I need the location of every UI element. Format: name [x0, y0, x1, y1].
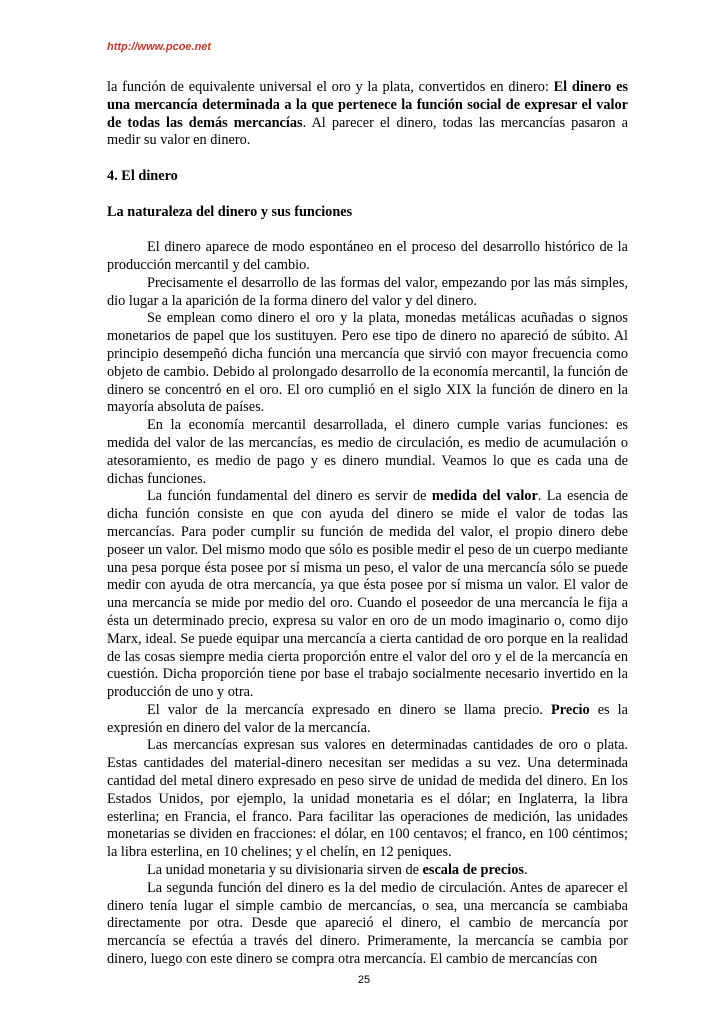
- paragraph-7: Las mercancías expresan sus valores en determinadas cantidades de oro o plata. Estas cantidades del material-dinero necesitan ser medidas a su vez. Una determinada cantidad del metal dinero expresado en peso sirve de unidad de medida del dinero. En los Estados Unidos, por ejemplo, la unidad monetaria es el dólar; en Inglaterra, la libra esterlina; en Francia, el franco. Para facilitar las operaciones de medición, las unidades monetarias se dividen en fracciones: el dólar, en 100 centavos; el franco, en 100 céntimos; la libra esterlina, en 10 chelines; y el chelín, en 12 peniques.: [107, 737, 628, 861]
- paragraph-9: La segunda función del dinero es la del medio de circulación. Antes de aparecer el dinero tenía lugar el simple cambio de mercancías, o sea, una mercancía se cambiaba directamente por otra. Desde que apareció el dinero, el cambio de mercancía por mercancía se efectúa a través del dinero. Primeramente, la mercancía se cambia por dinero, luego con este dinero se compra otra mercancía. El cambio de mercancías con: [107, 879, 628, 968]
- page-number: 25: [357, 974, 371, 986]
- intro-paragraph: [107, 79, 628, 150]
- header-url[interactable]: http://www.pcoe.net: [107, 41, 212, 53]
- paragraph-6: [107, 702, 628, 738]
- paragraph-5-bold: medida del valor: [431, 488, 538, 505]
- paragraph-5-text-c: . La esencia de dicha función consiste en que con ayuda del dinero se mide el valor de todas las mercancías. Para poder cumplir su función de medida del valor, el propio dinero debe poseer un valor. Del mismo modo que sólo es posible medir el peso de un cuerpo mediante una pesa porque ésta posee por sí misma un peso, el valor de una mercancía sólo se puede medir con ayuda de otra mercancía, ya que ésta posee por sí misma un valor. El valor de una mercancía se mide por medio del oro. Cuando el poseedor de una mercancía le fija a ésta un determinado precio, expresa su valor en oro de un modo imaginario o, como dijo Marx, ideal. Se puede equipar una mercancía a cierta cantidad de oro porque en la realidad de las cosas siempre media cierta proporción entre el valor del oro y el de la mercancía en cuestión. Dicha proporción tiene por base el trabajo socialmente necesario invertido en la producción de uno y otra.: [107, 488, 629, 701]
- paragraph-3: Se emplean como dinero el oro y la plata, monedas metálicas acuñadas o signos monetarios de papel que los sustituyen. Pero ese tipo de dinero no apareció de súbito. Al principio desempeñó dicha función una mercancía que sirvió con mayor frecuencia como objeto de cambio. Debido al prolongado desarrollo de la economía mercantil, la función de dinero se concentró en el oro. El oro cumplió en el siglo XIX la función de dinero en la mayoría absoluta de países.: [107, 310, 628, 416]
- paragraph-6-text-c: es la expresión en dinero del valor de la mercancía.: [107, 701, 628, 736]
- paragraph-6-text-a: El valor de la mercancía expresado en dinero se llama precio.: [147, 701, 552, 718]
- intro-bold-definition: El dinero es una mercancía determinada a la que pertenece la función social de expresar el valor de todas las demás mercancías: [107, 79, 628, 131]
- paragraph-4: En la economía mercantil desarrollada, el dinero cumple varias funciones: es medida del valor de las mercancías, es medio de circulación, es medio de acumulación o atesoramiento, es medio de pago y es dinero mundial. Veamos lo que es cada una de dichas funciones.: [107, 417, 628, 487]
- paragraph-8: [107, 862, 628, 880]
- section-heading: 4. El dinero: [107, 167, 178, 184]
- paragraph-5-text-a: La función fundamental del dinero es servir de: [147, 488, 432, 505]
- paragraph-2: Precisamente el desarrollo de las formas del valor, empezando por las más simples, dio lugar a la aparición de la forma dinero del valor y del dinero.: [107, 274, 628, 309]
- paragraph-8-bold: escala de precios: [422, 862, 524, 879]
- intro-text-2: . Al parecer el dinero, todas las mercancías pasaron a medir su valor en dinero.: [107, 114, 628, 149]
- intro-text-1: la función de equivalente universal el oro y la plata, convertidos en dinero:: [107, 79, 554, 95]
- paragraph-8-text-c: .: [523, 862, 528, 879]
- paragraph-6-bold: Precio: [551, 701, 590, 718]
- paragraph-5: [107, 488, 628, 702]
- paragraph-8-text-a: La unidad monetaria y su divisionaria sirven de: [147, 862, 423, 879]
- page-content: [107, 79, 628, 969]
- paragraph-1: El dinero aparece de modo espontáneo en el proceso del desarrollo histórico de la producción mercantil y del cambio.: [107, 239, 628, 273]
- subsection-heading: La naturaleza del dinero y sus funciones: [107, 203, 353, 220]
